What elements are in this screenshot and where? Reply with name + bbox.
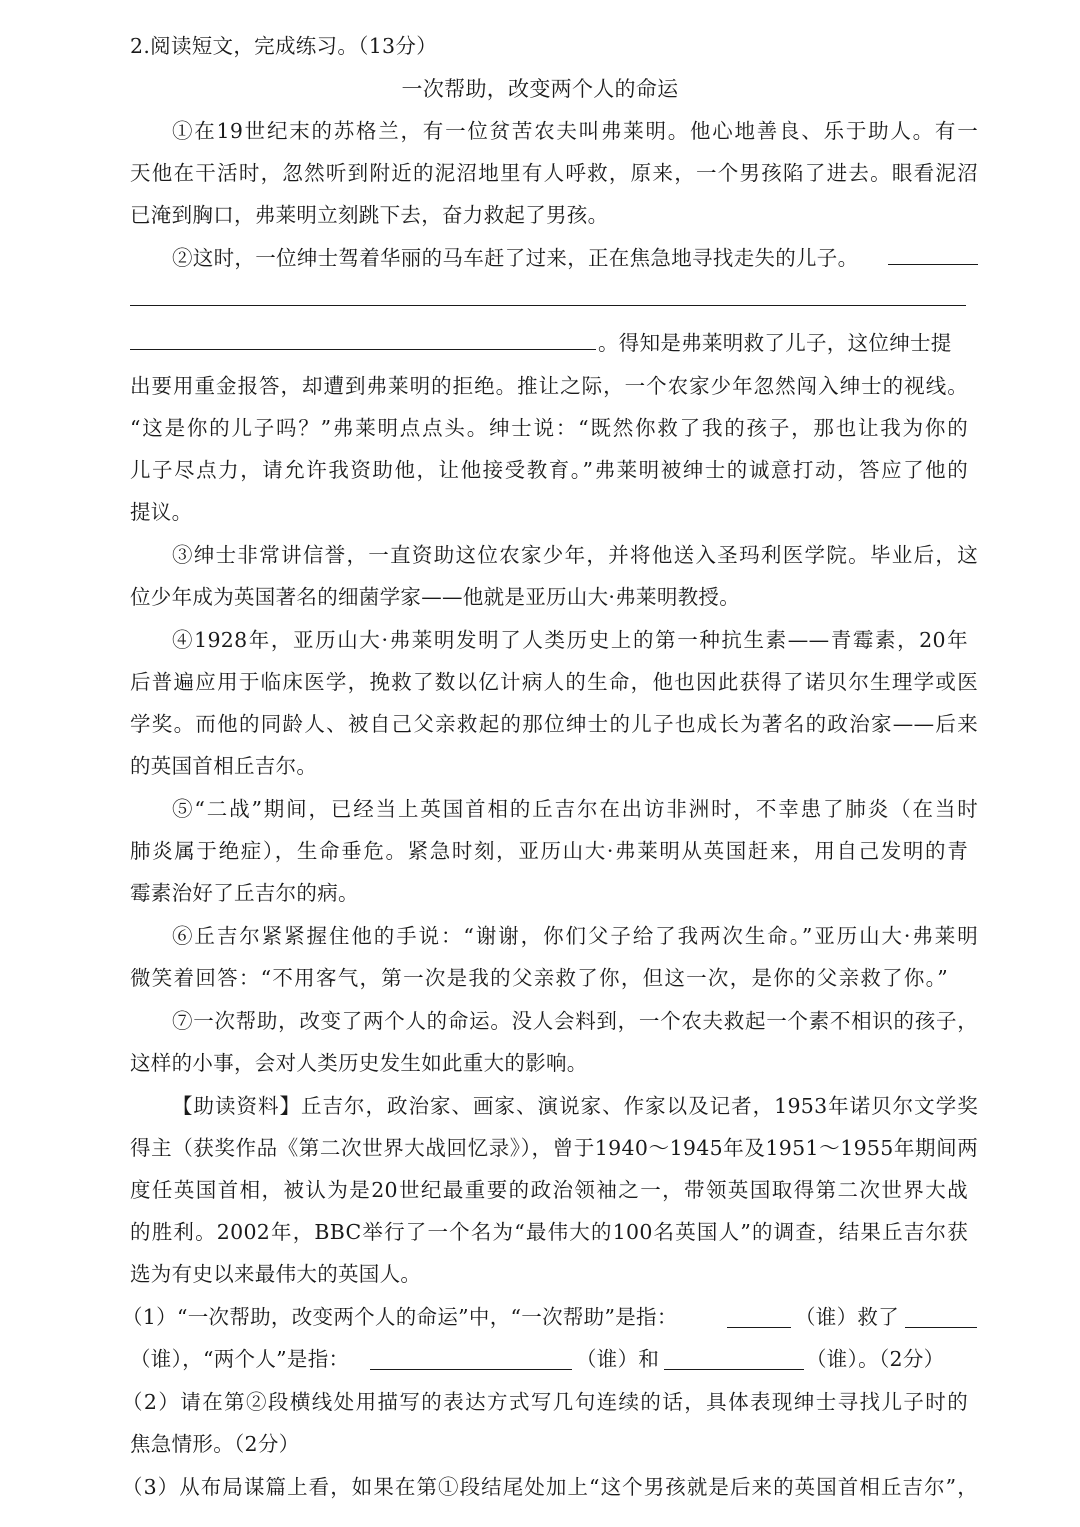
para5-line3: 霉素治好了丘吉尔的病。 [130,881,359,905]
para4-line2: 后普遍应用于临床医学，挽救了数以亿计病人的生命，他也因此获得了诺贝尔生理学或医 [130,670,978,694]
reading-aid-line5: 选为有史以来最伟大的英国人。 [130,1262,422,1286]
para1-line2: 天他在干活时，忽然听到附近的泥沼地里有人呼救，原来，一个男孩陷了进去。眼看泥沼 [130,161,978,185]
article-title: 一次帮助，改变两个人的命运 [401,77,679,101]
para2-blank-2[interactable] [130,305,966,306]
para3-line2: 位少年成为英国著名的细菌学家——他就是亚历山大·弗莱明教授。 [130,585,741,609]
para2-blank-3[interactable] [130,349,596,350]
para2-line3: 。得知是弗莱明救了儿子，这位绅士提 [598,331,952,355]
para7-line1: ⑦一次帮助，改变了两个人的命运。没人会料到，一个农夫救起一个素不相识的孩子， [172,1009,978,1033]
q3-line1: （3）从布局谋篇上看，如果在第①段结尾处加上“这个男孩就是后来的英国首相丘吉尔”， [122,1475,978,1499]
q1-text-d: （谁）和 [576,1347,660,1371]
reading-aid-line1: 【助读资料】丘吉尔，政治家、画家、演说家、作家以及记者，1953年诺贝尔文学奖 [172,1094,978,1118]
reading-aid-line2: 得主（获奖作品《第二次世界大战回忆录》），曾于1940～1945年及1951～1955年期间两 [130,1136,978,1160]
para4-line4: 的英国首相丘吉尔。 [130,754,318,778]
para2-line5: “这是你的儿子吗？”弗莱明点点头。绅士说：“既然你救了我的孩子，那也让我为你的 [130,416,968,440]
para7-line2: 这样的小事，会对人类历史发生如此重大的影响。 [130,1051,588,1075]
para2-line1: ②这时，一位绅士驾着华丽的马车赶了过来，正在焦急地寻找走失的儿子。 [172,246,859,270]
para2-line7: 提议。 [130,500,193,524]
question-header: 2.阅读短文，完成练习。（13分） [130,34,437,58]
para5-line2: 肺炎属于绝症），生命垂危。紧急时刻，亚历山大·弗莱明从英国赶来，用自己发明的青 [130,839,968,863]
q1-text-a: （1）“一次帮助，改变两个人的命运”中，“一次帮助”是指： [122,1305,678,1329]
para6-line2: 微笑着回答：“不用客气，第一次是我的父亲救了你，但这一次，是你的父亲救了你。” [130,966,948,990]
para4-line3: 学奖。而他的同龄人、被自己父亲救起的那位绅士的儿子也成长为著名的政治家——后来 [130,712,978,736]
para2-blank-1[interactable] [888,264,978,265]
para5-line1: ⑤“二战”期间，已经当上英国首相的丘吉尔在出访非洲时，不幸患了肺炎（在当时 [172,797,978,821]
reading-aid-line3: 度任英国首相，被认为是20世纪最重要的政治领袖之一，带领英国取得第二次世界大战 [130,1178,968,1202]
q1-blank-person2[interactable] [664,1369,804,1370]
para4-line1: ④1928年，亚历山大·弗莱明发明了人类历史上的第一种抗生素——青霉素，20年 [172,628,968,652]
q1-text-e: （谁）。（2分） [806,1347,945,1371]
q2-line2: 焦急情形。（2分） [130,1432,300,1456]
q1-blank-person1[interactable] [370,1369,572,1370]
para1-line1: ①在19世纪末的苏格兰，有一位贫苦农夫叫弗莱明。他心地善良、乐于助人。有一 [172,119,978,143]
para1-line3: 已淹到胸口，弗莱明立刻跳下去，奋力救起了男孩。 [130,203,609,227]
q1-text-b: （谁）救了 [795,1305,899,1329]
reading-aid-line4: 的胜利。2002年，BBC举行了一个名为“最伟大的100名英国人”的调查，结果丘吉尔获 [130,1220,968,1244]
para2-line4: 出要用重金报答，却遭到弗莱明的拒绝。推让之际，一个农家少年忽然闯入绅士的视线。 [130,374,968,398]
q1-text-c: （谁），“两个人”是指： [130,1347,350,1371]
para2-line6: 儿子尽点力，请允许我资助他，让他接受教育。”弗莱明被绅士的诚意打动，答应了他的 [130,458,968,482]
para6-line1: ⑥丘吉尔紧紧握住他的手说：“谢谢，你们父子给了我两次生命。”亚历山大·弗莱明 [172,924,978,948]
q1-blank-rescuer[interactable] [727,1327,791,1328]
q2-line1: （2）请在第②段横线处用描写的表达方式写几句连续的话，具体表现绅士寻找儿子时的 [122,1390,968,1414]
para3-line1: ③绅士非常讲信誉，一直资助这位农家少年，并将他送入圣玛利医学院。毕业后，这 [172,543,978,567]
q1-blank-rescued[interactable] [905,1327,977,1328]
